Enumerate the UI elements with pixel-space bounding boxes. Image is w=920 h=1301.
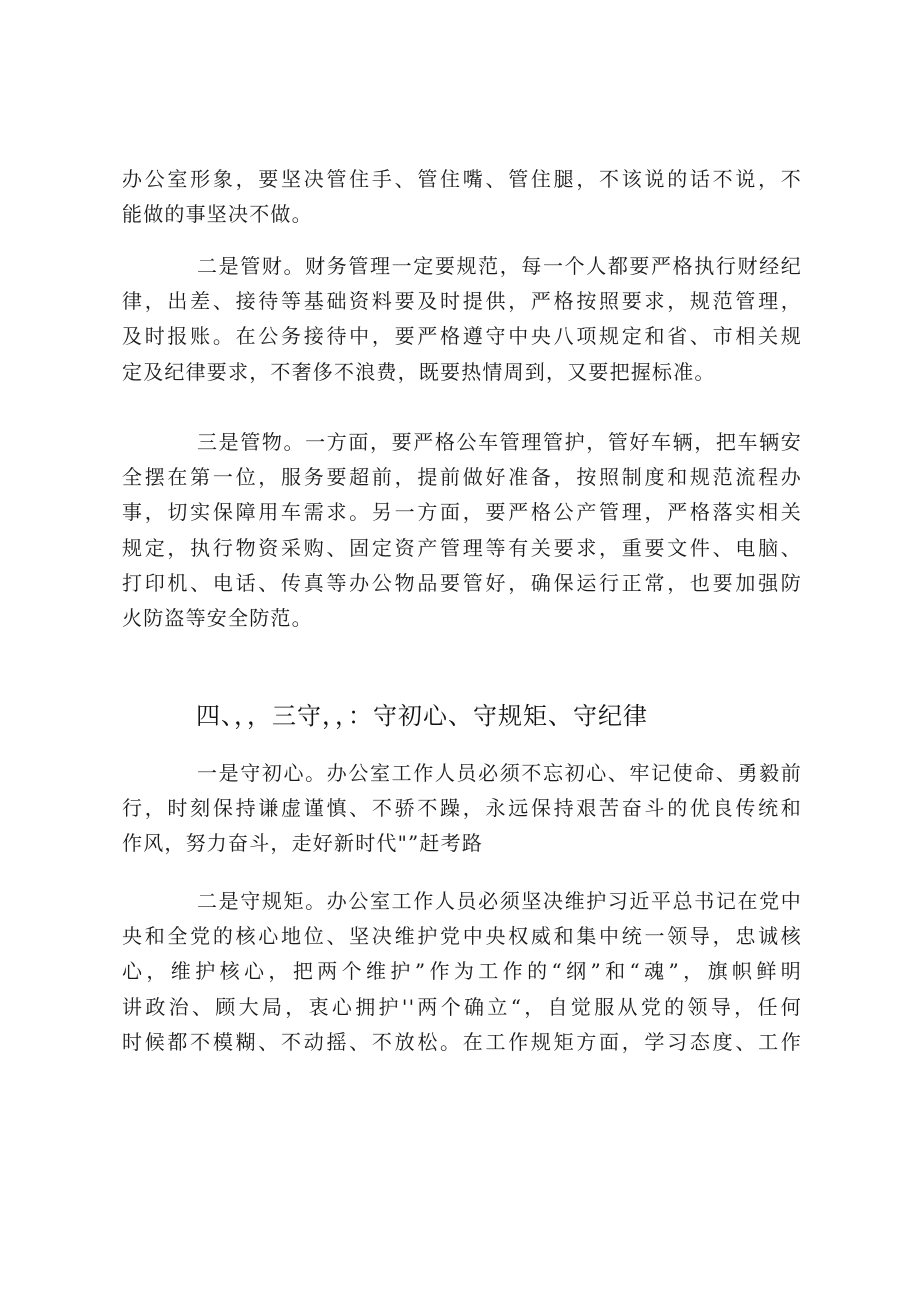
paragraph-line: 二是管财。财务管理一定要规范，每一个人都要严格执行财经纪: [197, 254, 802, 278]
paragraph-line: 定及纪律要求，不奢侈不浪费，既要热情周到，又要把握标准。: [122, 359, 716, 384]
paragraph-line: 律，出差、接待等基础资料要及时提供，严格按照要求，规范管理，: [122, 289, 802, 314]
paragraph-line: 打印机、电话、传真等办公物品要管好，确保运行正常，也要加强防: [122, 570, 802, 595]
paragraph-line: 二是守规矩。办公室工作人员必须坚决维护习近平总书记在党中: [197, 889, 802, 913]
paragraph-line: 行，时刻保持谦虚谨慎、不骄不躁，永远保持艰苦奋斗的优良传统和: [122, 796, 802, 821]
paragraph-keep-original-aspiration: [122, 756, 802, 862]
paragraph-line: 办公室形象，要坚决管住手、管住嘴、管住腿，不该说的话不说，不: [122, 167, 802, 191]
paragraph-office-image: [122, 162, 802, 232]
paragraph-line: 规定，执行物资采购、固定资产管理等有关要求，重要文件、电脑、: [122, 535, 802, 560]
paragraph-line: 作风，努力奋斗，走好新时代"”赶考路: [122, 831, 484, 856]
paragraph-line: 及时报账。在公务接待中，要严格遵守中央八项规定和省、市相关规: [122, 324, 802, 349]
paragraph-keep-rules: [122, 884, 802, 1060]
section-heading: 四、，，三守，，：守初心、守规矩、守纪律: [196, 702, 648, 730]
paragraph-line: 时候都不模糊、不动摇、不放松。在工作规矩方面，学习态度、工作: [122, 1029, 802, 1054]
paragraph-line: 三是管物。一方面，要严格公车管理管护，管好车辆，把车辆安: [197, 430, 802, 454]
paragraph-line: 火防盗等安全防范。: [122, 605, 313, 630]
paragraph-line: 全摆在第一位，服务要超前，提前做好准备，按照制度和规范流程办: [122, 465, 802, 490]
paragraph-manage-finance: [122, 249, 802, 390]
paragraph-manage-property: [122, 425, 802, 636]
paragraph-line: 央和全党的核心地位、坚决维护党中央权威和集中统一领导，忠诚核: [122, 924, 802, 949]
paragraph-line: 讲政治、顾大局，衷心拥护''两个确立“，自觉服从党的领导，任何: [122, 994, 802, 1019]
paragraph-line: 心，维护核心，把两个维护”作为工作的“纲”和“魂”，旗帜鲜明: [122, 959, 802, 984]
paragraph-line: 一是守初心。办公室工作人员必须不忘初心、牢记使命、勇毅前: [197, 761, 802, 785]
paragraph-line: 事，切实保障用车需求。另一方面，要严格公产管理，严格落实相关: [122, 500, 802, 525]
paragraph-line: 能做的事坚决不做。: [122, 202, 313, 227]
